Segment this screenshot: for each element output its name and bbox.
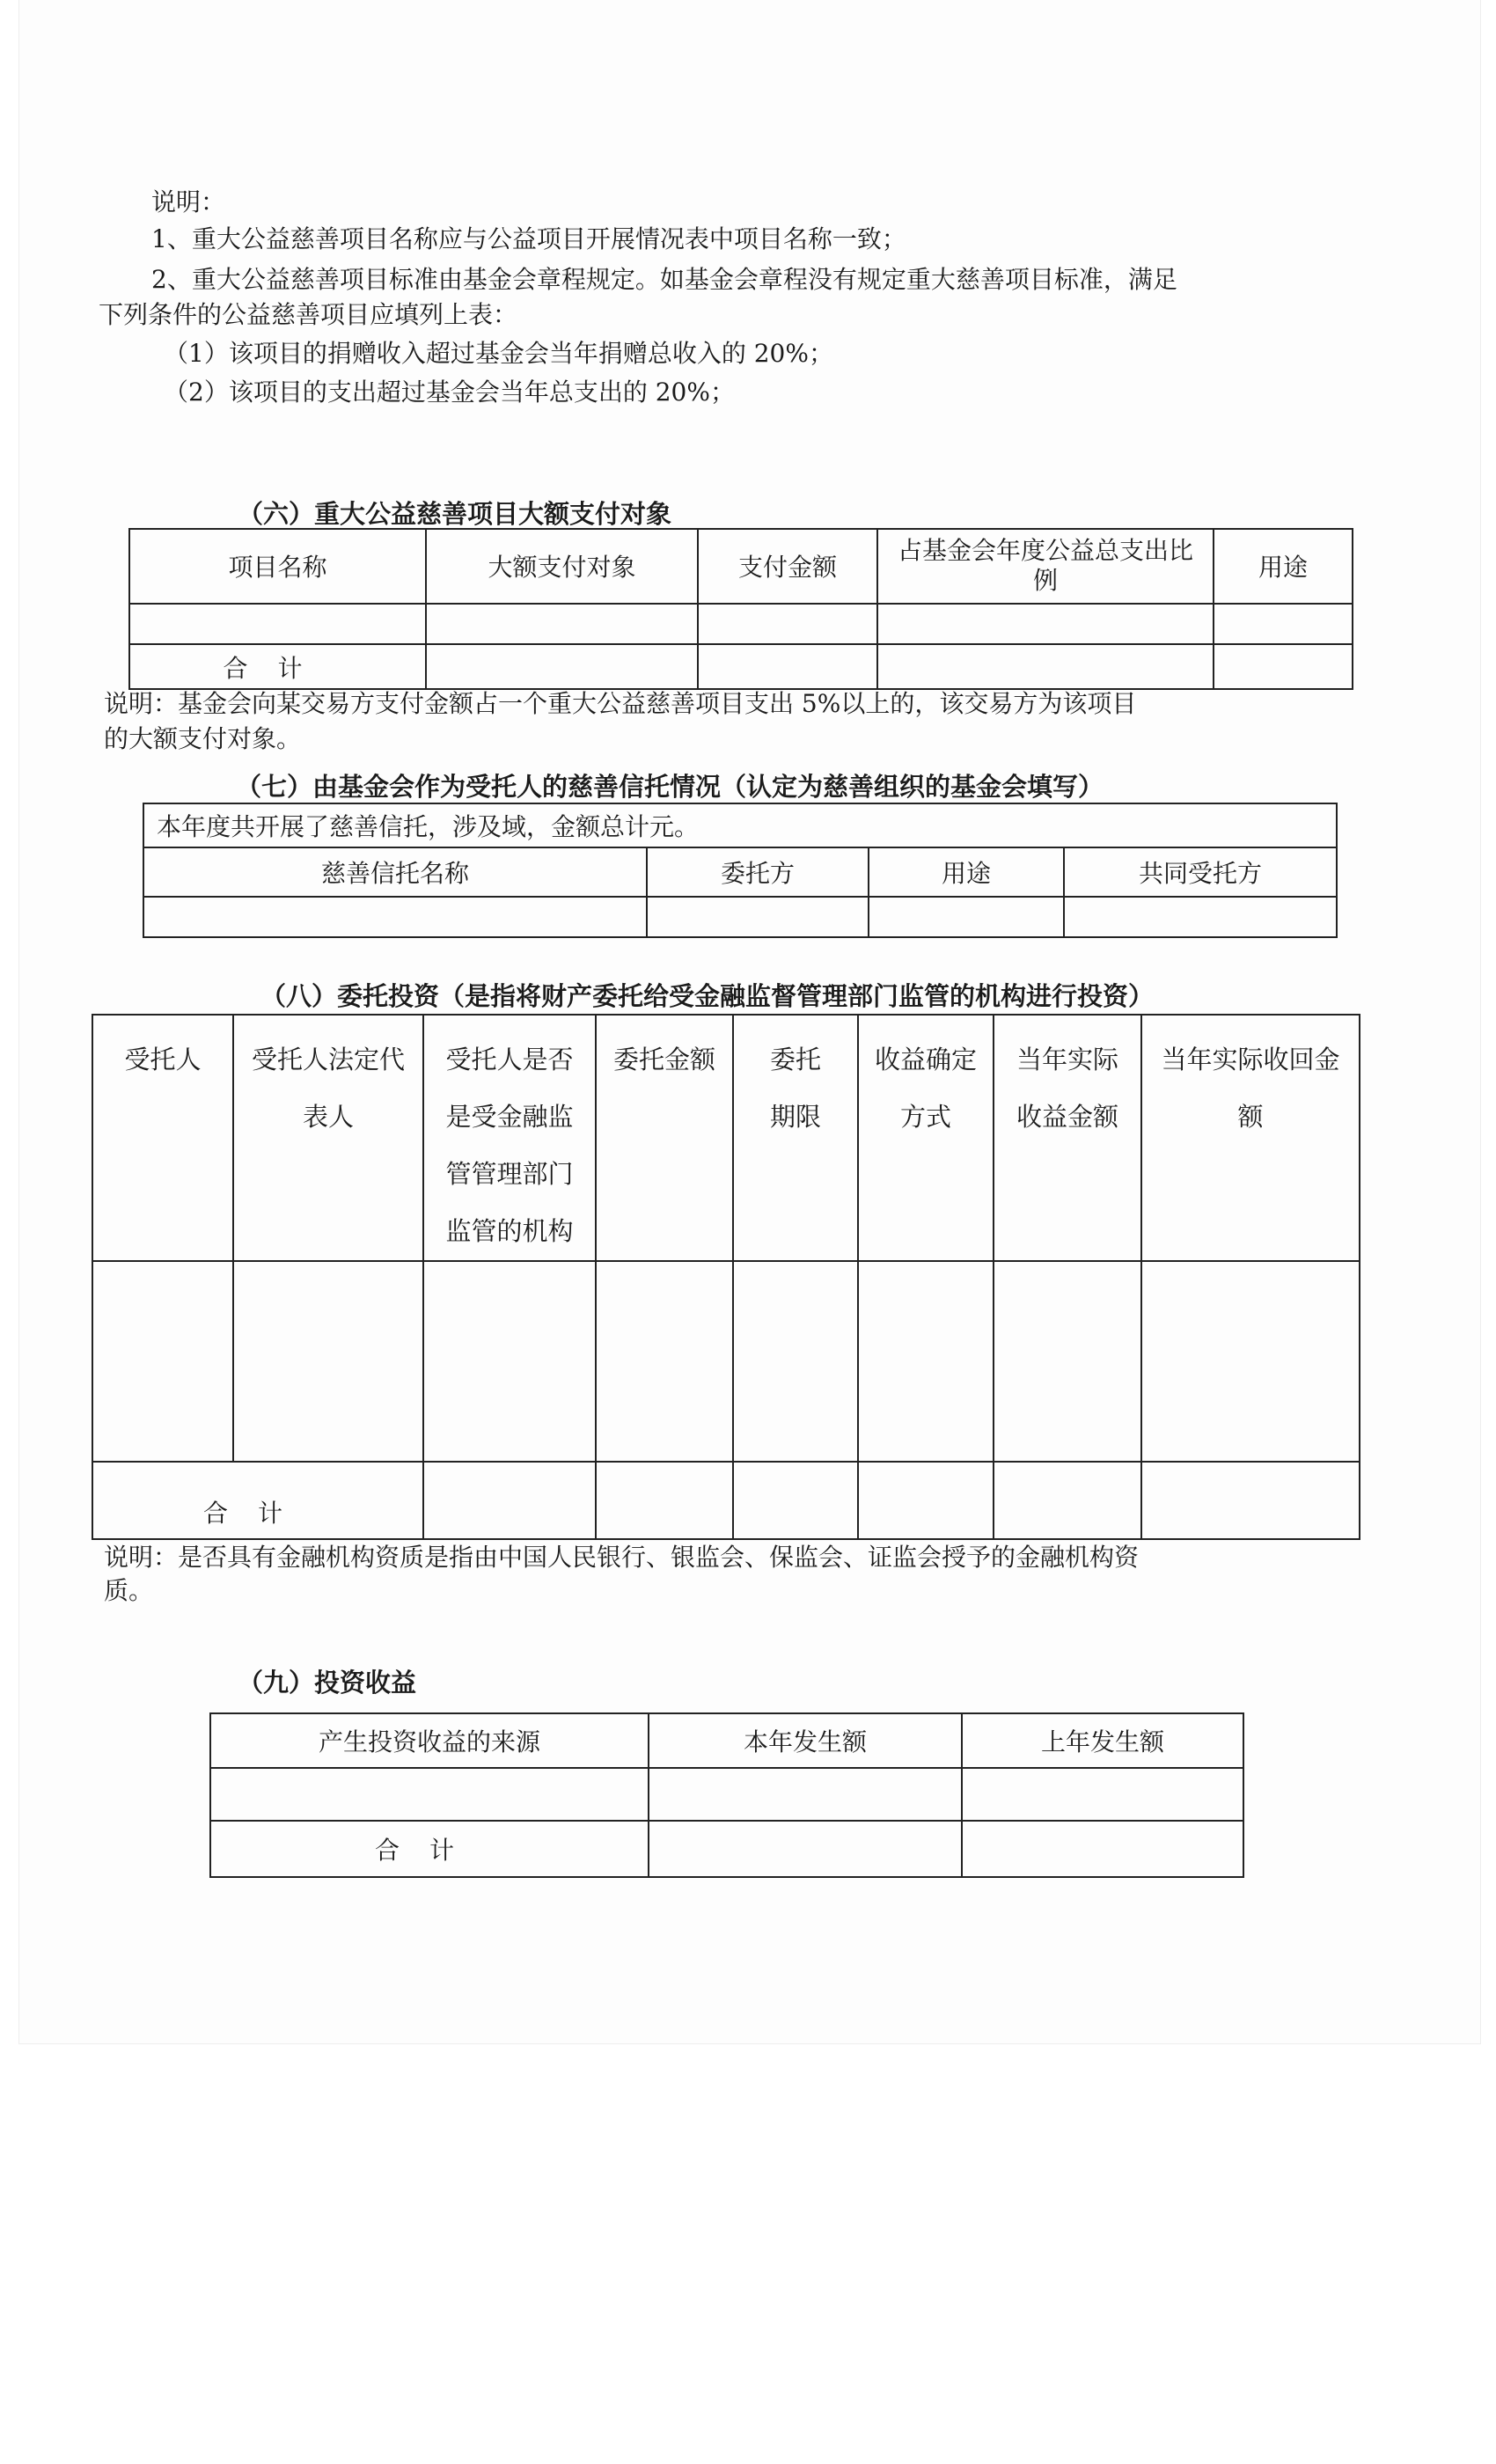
total-label: 合计 — [129, 644, 426, 689]
section-8-note-line-1: 说明：是否具有金融机构资质是指由中国人民银行、银监会、保监会、证监会授予的金融机构资 — [104, 1543, 1140, 1572]
note-item-1: 1、重大公益慈善项目名称应与公益项目开展情况表中项目名称一致； — [151, 224, 906, 253]
table-header-row — [129, 529, 1353, 604]
note-item-2-line-1: 2、重大公益慈善项目标准由基金会章程规定。如基金会章程没有规定重大慈善项目标准，满足 — [151, 265, 1177, 294]
section-6-table — [128, 528, 1353, 690]
section-9-table — [209, 1712, 1244, 1878]
section-9-title: （九）投资收益 — [238, 1668, 417, 1698]
column-header: 产生投资收益的来源 — [210, 1713, 649, 1768]
column-header: 项目名称 — [129, 529, 426, 604]
column-header: 受托人是否是受金融监管管理部门监管的机构 — [423, 1015, 596, 1261]
section-8-note-line-2: 质。 — [104, 1576, 154, 1605]
total-row — [210, 1821, 1243, 1877]
section-6-note-line-2: 的大额支付对象。 — [104, 724, 302, 753]
column-header: 上年发生额 — [962, 1713, 1243, 1768]
column-header: 支付金额 — [698, 529, 877, 604]
note-item-2-line-2: 下列条件的公益慈善项目应填列上表： — [99, 300, 518, 329]
column-header: 委托方 — [647, 847, 869, 897]
section-6-title: （六）重大公益慈善项目大额支付对象 — [238, 499, 672, 529]
table-row — [92, 1261, 1360, 1462]
column-header: 当年实际收益金额 — [994, 1015, 1141, 1261]
column-header: 用途 — [1214, 529, 1353, 604]
column-header: 受托人法定代表人 — [233, 1015, 423, 1261]
note-condition-2: （2）该项目的支出超过基金会当年总支出的 20%； — [164, 378, 735, 407]
column-header: 占基金会年度公益总支出比例 — [877, 529, 1214, 604]
section-8-table — [92, 1014, 1360, 1540]
column-header: 大额支付对象 — [426, 529, 698, 604]
total-row — [92, 1462, 1360, 1539]
column-header: 本年发生额 — [649, 1713, 962, 1768]
intro-row — [143, 803, 1337, 847]
column-header: 慈善信托名称 — [143, 847, 647, 897]
section-6-note-line-1: 说明：基金会向某交易方支付金额占一个重大公益慈善项目支出 5%以上的，该交易方为该项目 — [104, 689, 1137, 718]
column-header: 委托金额 — [596, 1015, 733, 1261]
total-row — [129, 644, 1353, 689]
total-label: 合计 — [92, 1462, 423, 1539]
note-condition-1: （1）该项目的捐赠收入超过基金会当年捐赠总收入的 20%； — [164, 339, 833, 368]
column-header: 收益确定方式 — [858, 1015, 994, 1261]
column-header: 委托期限 — [733, 1015, 858, 1261]
table-row — [210, 1768, 1243, 1821]
section-7-title: （七）由基金会作为受托人的慈善信托情况（认定为慈善组织的基金会填写） — [236, 772, 1104, 802]
table-row — [143, 897, 1337, 937]
section-8-title: （八）委托投资（是指将财产委托给受金融监督管理部门监管的机构进行投资） — [260, 981, 1155, 1011]
trust-summary: 本年度共开展了慈善信托，涉及域，金额总计元。 — [143, 803, 1337, 847]
column-header: 共同受托方 — [1064, 847, 1337, 897]
section-7-table — [143, 803, 1338, 938]
column-header: 用途 — [869, 847, 1064, 897]
table-header-row — [210, 1713, 1243, 1768]
table-row — [129, 604, 1353, 645]
notes-heading: 说明： — [151, 187, 226, 216]
column-header: 当年实际收回金额 — [1141, 1015, 1360, 1261]
table-header-row — [92, 1015, 1360, 1261]
table-header-row — [143, 847, 1337, 897]
total-label: 合计 — [210, 1821, 649, 1877]
column-header: 受托人 — [92, 1015, 233, 1261]
